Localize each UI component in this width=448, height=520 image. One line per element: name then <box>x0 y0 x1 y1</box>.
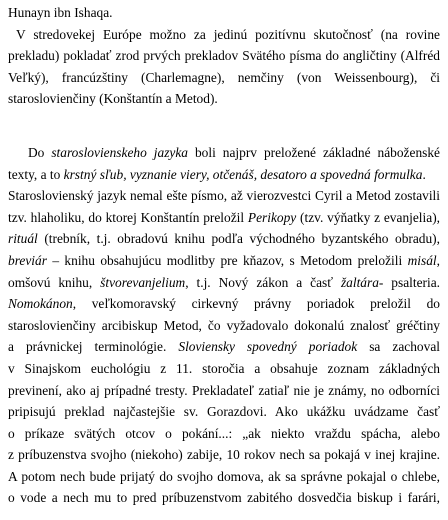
text-run: z príbuzenstva svojho (niekoho) zabije, 10 rokov nech sa pokajá v inej krajine. <box>8 447 440 463</box>
text-line <box>8 487 440 509</box>
text-line <box>8 315 440 337</box>
text-run: texty, a to <box>8 166 64 182</box>
italic-term: krstný sľub, vyznanie viery, otčenáš, desatoro a spovedná formulka <box>63 166 423 182</box>
text-run: Do <box>28 144 52 160</box>
text-run: tzv. hlaholiku, do ktorej Konštantín preložil <box>8 209 248 225</box>
text-run: previnení, ako aj prípadné tresty. Prekladateľ zatiaľ nie je známy, no odborníci <box>8 382 440 398</box>
text-run: - psalteria. <box>378 274 441 290</box>
italic-term: breviár <box>8 252 47 268</box>
text-run: (trebník, t.j. obradovú knihu podľa východného byzantského obradu), <box>37 231 440 247</box>
text-run: staroslovienčiny arcibiskup Metod, čo vyžadovalo dokonalú znalosť gréčtiny <box>8 317 440 333</box>
text-line <box>8 185 440 207</box>
italic-term: rituál <box>8 231 38 247</box>
text-run: – knihu obsahujúcu modlitby pre kňazov, s Metodom preložili <box>46 252 408 268</box>
text-line: prekladu) pokladať zrod prvých prekladov Svätého písma do angličtiny (Alfréd <box>8 48 440 64</box>
italic-term: štvorevanjelium <box>100 274 186 290</box>
text-run: . <box>422 166 426 182</box>
text-run: o vode a nech mu to pred príbuzenstvom zabitého dosvedčia biskup i farári, <box>8 490 440 506</box>
text-run: A potom nech bude prijatý do svojho domova, ak sa správne pokajal o chlebe, <box>8 468 440 484</box>
text-line: Hunayn ibn Ishaqa. <box>8 5 113 20</box>
paragraph-spacer <box>8 110 440 142</box>
text-line <box>8 272 440 294</box>
paragraph-2 <box>8 142 440 509</box>
text-run: sa zachoval <box>357 339 440 355</box>
text-run: o príkaze svätých otcov o pokání...: „ak niekto vraždu spácha, alebo <box>8 425 440 441</box>
text-line: staroslovienčiny (Konštantín a Metod). <box>8 91 218 107</box>
text-run: , veľkomoravský cirkevný právny poriadok preložil do <box>72 296 440 312</box>
text-line <box>8 336 440 358</box>
text-line <box>8 358 440 380</box>
italic-term: misál <box>407 252 437 268</box>
text-line <box>8 293 440 315</box>
text-line <box>8 142 440 164</box>
text-line <box>8 423 440 445</box>
text-line <box>8 401 440 423</box>
italic-term: Perikopy <box>247 209 297 225</box>
text-run: v Sinajskom euchológiu z 11. storočia a obsahuje zoznam základných <box>8 360 440 376</box>
text-run: boli najprv preložené základné náboženské <box>187 144 440 160</box>
text-run: (tzv. výňatky z evanjelia), <box>296 209 440 225</box>
text-run: , <box>436 252 440 268</box>
text-line <box>8 228 440 250</box>
text-line <box>8 207 440 229</box>
text-line <box>8 164 440 186</box>
text-line <box>8 380 440 402</box>
paragraph-1 <box>8 2 440 110</box>
text-run: pripisujú preklad najčastejšie sv. Gorazdovi. Ako ukážku uvádzame časť <box>8 404 440 420</box>
italic-term: staroslovienskeho jazyka <box>51 144 188 160</box>
text-run: a právnickej terminológie. <box>8 339 179 355</box>
text-line <box>8 444 440 466</box>
italic-term: Nomokánon <box>8 296 73 312</box>
text-line: V stredovekej Európe možno za jedinú pozitívnu skutočnosť (na rovine <box>16 26 440 42</box>
text-run: Staroslovienský jazyk nemal ešte písmo, až vierozvestci Cyril a Metod zostavili <box>8 188 440 204</box>
text-line <box>8 466 440 488</box>
italic-term: Sloviensky spovedný poriadok <box>178 339 358 355</box>
text-run: , t.j. Nový zákon a časť <box>185 274 341 290</box>
text-run: omšovú knihu, <box>8 274 101 290</box>
italic-term: žaltára <box>340 274 379 290</box>
text-line: Veľký), francúzštiny (Charlemagne), nemčiny (von Weissenbourg), či <box>8 69 440 85</box>
text-line <box>8 250 440 272</box>
